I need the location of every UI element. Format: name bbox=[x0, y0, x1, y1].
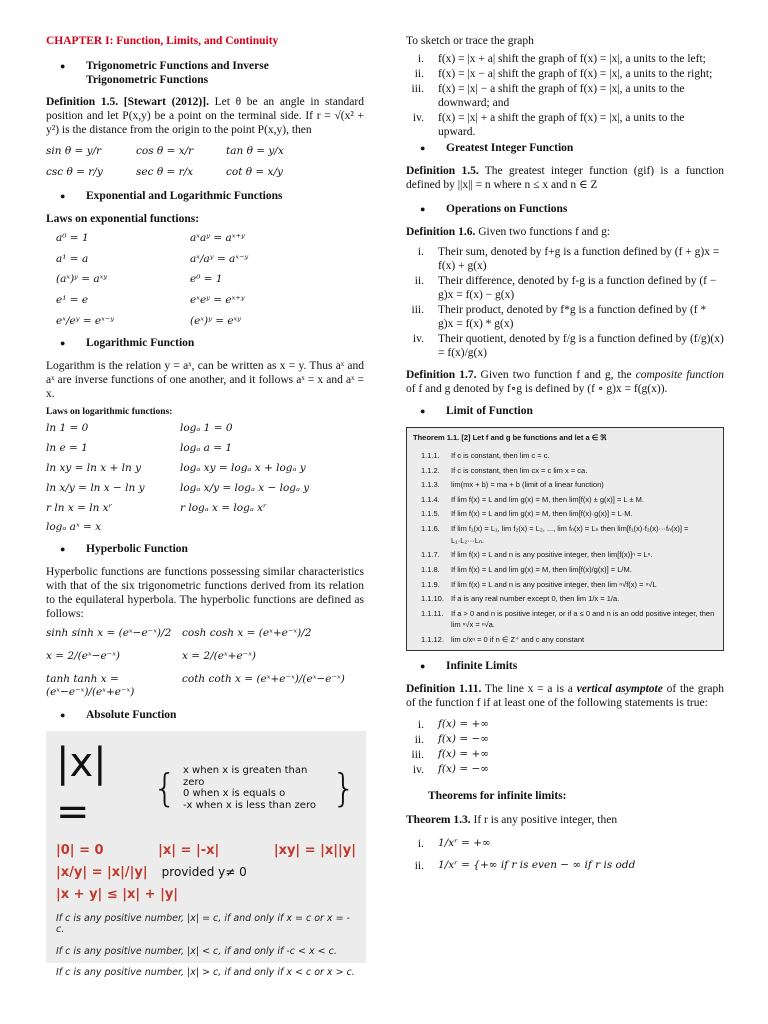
hyper-def: coth coth x = (eˣ+e⁻ˣ)/(eˣ−e⁻ˣ) bbox=[182, 672, 345, 685]
theorem-1-1-box bbox=[406, 427, 724, 651]
exp-law: e⁰ = 1 bbox=[190, 273, 223, 286]
trig-def: sec θ = r/x bbox=[136, 165, 194, 178]
log-law: logₐ a = 1 bbox=[180, 442, 233, 455]
hyper-heading: ● Hyperbolic Function bbox=[60, 543, 188, 556]
log-laws bbox=[46, 422, 364, 534]
theorem-item: 1.1.9. If lim f(x) = L and n is any positive integer, then lim ⁿ√f(x) = ⁿ√L bbox=[421, 579, 657, 589]
exp-law: a¹ = a bbox=[56, 252, 89, 265]
left-brace-icon: { bbox=[152, 765, 177, 810]
hyper-text: Hyperbolic functions are functions possessing similar characteristics with that of the six trigonometric functions derived from its relation to the equilateral hyperbola. The hyperbolic functions are defined as follows: bbox=[46, 566, 364, 621]
list-item: ii. 1/xʳ = {+∞ if r is even − ∞ if r is odd bbox=[414, 859, 636, 873]
theorem-item: 1.1.7. If lim f(x) = L and n is any positive integer, then lim[f(x)]ⁿ = Lⁿ. bbox=[421, 550, 653, 560]
exp-laws bbox=[56, 232, 364, 328]
exp-law: eˣ/eʸ = eˣ⁻ʸ bbox=[56, 314, 115, 327]
abs-rules-row bbox=[56, 887, 356, 903]
theorem-item: 1.1.12. lim c/xⁿ = 0 if n ∈ Z⁺ and c any constant bbox=[421, 635, 585, 645]
theorem-item: 1.1.4. If lim f(x) = L and lim g(x) = M, then lim[f(x) ± g(x)] = L ± M. bbox=[421, 494, 644, 504]
bullet-icon: ● bbox=[60, 710, 66, 721]
exp-law: eˣeʸ = eˣ⁺ʸ bbox=[190, 294, 245, 307]
hyper-def: sinh sinh x = (eˣ−e⁻ˣ)/2 bbox=[46, 627, 172, 640]
bullet-icon: ● bbox=[60, 544, 66, 555]
absolute-function-figure bbox=[46, 731, 366, 979]
exp-law: (aˣ)ʸ = aˣʸ bbox=[56, 273, 108, 286]
list-item: ii. f(x) = |x − a| shift the graph of f(x) = |x|, a units to the right; bbox=[414, 68, 713, 81]
trig-def: sin θ = y/r bbox=[46, 145, 102, 158]
list-item: i. 1/xʳ = +∞ bbox=[417, 837, 491, 851]
log-law bbox=[180, 521, 364, 534]
trig-def: cot θ = x/y bbox=[226, 165, 283, 178]
gif-heading: ● Greatest Integer Function bbox=[420, 142, 574, 155]
right-column bbox=[406, 34, 724, 874]
ops-list bbox=[406, 245, 724, 360]
sketch-list bbox=[406, 52, 724, 139]
sketch-intro: To sketch or trace the graph bbox=[406, 35, 534, 47]
log-law: logₐ aˣ = x bbox=[46, 521, 102, 534]
trig-def: cos θ = x/r bbox=[136, 145, 194, 158]
infinite-list bbox=[406, 718, 724, 777]
abs-note: If c is any positive number, |x| < c, if and only if -c < x < c. bbox=[56, 945, 337, 957]
abs-rules-row bbox=[56, 865, 356, 881]
theorems-infinite-heading: Theorems for infinite limits: bbox=[428, 790, 567, 803]
exp-law: (eˣ)ʸ = eˣʸ bbox=[190, 314, 242, 327]
theorem-1-3: Theorem 1.3. If r is any positive integer, then bbox=[406, 814, 618, 827]
infinite-limits-heading: ● Infinite Limits bbox=[420, 660, 518, 673]
theorem-item: 1.1.5. If lim f(x) = L and lim g(x) = M, then lim[f(x)·g(x)] = L·M. bbox=[421, 509, 633, 519]
theorem-item: 1.1.6. If lim f₁(x) = L₁, lim f₂(x) = L₂, ..., lim fₙ(x) = Lₙ then lim[f₁(x)·f₂(x)···fₙ(x)] = L₁·L₂···Lₙ. bbox=[421, 524, 689, 545]
theorem-item: 1.1.8. If lim f(x) = L and lim g(x) = M, then lim[f(x)/g(x)] = L/M. bbox=[421, 564, 632, 574]
theorem-item: 1.1.10. If a is any real number except 0, then lim 1/x = 1/a. bbox=[421, 594, 620, 604]
log-law: logₐ 1 = 0 bbox=[180, 422, 233, 435]
log-law: ln e = 1 bbox=[46, 442, 88, 455]
exp-law: e¹ = e bbox=[56, 294, 89, 307]
bullet-icon: ● bbox=[60, 190, 66, 201]
log-law: ln xy = ln x + ln y bbox=[46, 461, 142, 474]
left-column bbox=[46, 34, 364, 979]
log-heading: ● Logarithmic Function bbox=[60, 336, 195, 349]
log-law: logₐ xy = logₐ x + logₐ y bbox=[180, 461, 306, 474]
abs-rule: |x/y| = |x|/|y| bbox=[56, 864, 148, 880]
log-law: logₐ x/y = logₐ x − logₐ y bbox=[180, 481, 310, 494]
chapter-title: CHAPTER I: Function, Limits, and Continuity bbox=[46, 35, 279, 47]
abs-heading: ● Absolute Function bbox=[60, 709, 177, 722]
list-item: iii. f(x) = +∞ bbox=[411, 748, 490, 762]
hyper-def: tanh tanh x = (eˣ−e⁻ˣ)/(eˣ+e⁻ˣ) bbox=[46, 672, 135, 698]
definition-1-6: Definition 1.6. Given two functions f and g: bbox=[406, 226, 611, 239]
abs-rule: |x + y| ≤ |x| + |y| bbox=[56, 886, 179, 902]
hyper-def: cosh cosh x = (eˣ+e⁻ˣ)/2 bbox=[182, 627, 312, 640]
list-item: iii. f(x) = |x| − a shift the graph of f(x) = |x|, a units to the downward; and bbox=[411, 83, 685, 110]
trig-definitions bbox=[46, 145, 364, 179]
bullet-icon: ● bbox=[420, 204, 426, 215]
bullet-icon: ● bbox=[420, 143, 426, 154]
laws-exp-heading: Laws on exponential functions: bbox=[46, 212, 200, 225]
theorem-1-3-list bbox=[406, 837, 724, 873]
bullet-icon: ● bbox=[60, 61, 66, 72]
abs-rule-note: provided y≠ 0 bbox=[161, 864, 247, 879]
list-item: iv. f(x) = |x| + a shift the graph of f(x) = |x|, a units to the upward. bbox=[412, 112, 685, 139]
ops-heading: ● Operations on Functions bbox=[420, 203, 568, 216]
theorem-item: 1.1.3. lim(mx + b) = ma + b (limit of a linear function) bbox=[421, 480, 604, 490]
list-item: ii. f(x) = −∞ bbox=[414, 733, 490, 747]
trig-def: tan θ = y/x bbox=[226, 145, 284, 158]
log-law: ln x/y = ln x − ln y bbox=[46, 481, 145, 494]
list-item: iii. Their product, denoted by f*g is a function defined by (f * g)x = f(x) * g(x) bbox=[411, 304, 707, 331]
definition-1-5-gif: Definition 1.5. The greatest integer function (gif) is a function defined by ||x|| = n where n ≤ x and n ∈ Z bbox=[406, 165, 725, 192]
log-text: Logarithm is the relation y = aˣ, can be written as x = y. Thus aˣ and aˣ are inverse functions of one another, and it follows aˣ = x and aˣ = x. bbox=[46, 359, 364, 400]
theorem-item: 1.1.11. If a > 0 and n is positive integer, or if a ≤ 0 and n is an odd positive integer, then lim ⁿ√x = ⁿ√a. bbox=[421, 608, 715, 630]
theorem-item: 1.1.2. If c is constant, then lim cx = c lim x = ca. bbox=[421, 465, 588, 475]
abs-note: If c is any positive number, |x| > c, if and only if x < c or x > c. bbox=[56, 967, 355, 979]
bullet-icon: ● bbox=[60, 337, 66, 348]
trig-def: csc θ = r/y bbox=[46, 165, 103, 178]
exp-law: a⁰ = 1 bbox=[56, 231, 89, 244]
abs-rule: |xy| = |x||y| bbox=[273, 842, 356, 858]
list-item: i. f(x) = |x + a| shift the graph of f(x) = |x|, a units to the left; bbox=[417, 53, 706, 66]
log-law: r logₐ x = logₐ xʳ bbox=[180, 501, 267, 514]
right-brace-icon: } bbox=[331, 765, 356, 810]
abs-rule: |0| = 0 bbox=[56, 842, 104, 858]
limit-heading: ● Limit of Function bbox=[420, 405, 533, 418]
list-item: iv. Their quotient, denoted by f/g is a function defined by (f/g)(x) = f(x)/g(x) bbox=[412, 333, 724, 360]
exp-law: aˣ/aʸ = aˣ⁻ʸ bbox=[190, 252, 249, 265]
list-item: iv. f(x) = −∞ bbox=[412, 763, 490, 777]
hyper-def: x = 2/(eˣ−e⁻ˣ) bbox=[46, 649, 121, 662]
exp-law: aˣaʸ = aˣ⁺ʸ bbox=[190, 231, 245, 244]
list-item: i. Their sum, denoted by f+g is a function defined by (f + g)x = f(x) + g(x) bbox=[417, 246, 720, 273]
theorem-title: Theorem 1.1. [2] Let f and g be functions and let a ∈ ℜ bbox=[413, 433, 607, 443]
laws-log-heading: Laws on logarithmic functions: bbox=[46, 406, 173, 417]
abs-rules-row bbox=[56, 843, 356, 859]
trig-heading: ● Trigonometric Functions and Inverse Trigonometric Functions bbox=[60, 60, 269, 87]
hyper-def: x = 2/(eˣ+e⁻ˣ) bbox=[182, 649, 257, 662]
exp-log-heading: ● Exponential and Logarithmic Functions bbox=[60, 189, 283, 202]
hyper-definitions bbox=[46, 627, 364, 698]
theorem-item: 1.1.1. If c is constant, then lim c = c. bbox=[421, 450, 550, 460]
list-item: ii. Their difference, denoted by f-g is a function defined by (f − g)x = f(x) − g(x) bbox=[414, 275, 717, 302]
bullet-icon: ● bbox=[420, 406, 426, 417]
abs-note: If c is any positive number, |x| = c, if and only if x = c or x = -c. bbox=[56, 912, 350, 936]
definition-1-7: Definition 1.7. Given two function f and g, the composite function of f and g denoted by f∘g is defined by (f ∘ g)x = f(g(x)). bbox=[406, 369, 725, 396]
abs-definition: |x| = { x when x is greaten than zero 0 when x is equals o -x when x is less than zero } bbox=[56, 740, 356, 836]
definition-1-11: Definition 1.11. The line x = a is a vertical asymptote of the graph of the function f if at least one of the following statements is true: bbox=[406, 683, 724, 710]
definition-1-5: Definition 1.5. [Stewart (2012)]. Let θ be an angle in standard position and let P(x,y) be a point on the terminal side. If r = √(x² + y²) is the distance from the origin to the point P(x,y), then bbox=[46, 96, 364, 137]
log-law: r ln x = ln xʳ bbox=[46, 501, 113, 514]
log-law: ln 1 = 0 bbox=[46, 422, 89, 435]
bullet-icon: ● bbox=[420, 661, 426, 672]
list-item: i. f(x) = +∞ bbox=[417, 718, 490, 732]
abs-rule: |x| = |-x| bbox=[158, 842, 220, 858]
